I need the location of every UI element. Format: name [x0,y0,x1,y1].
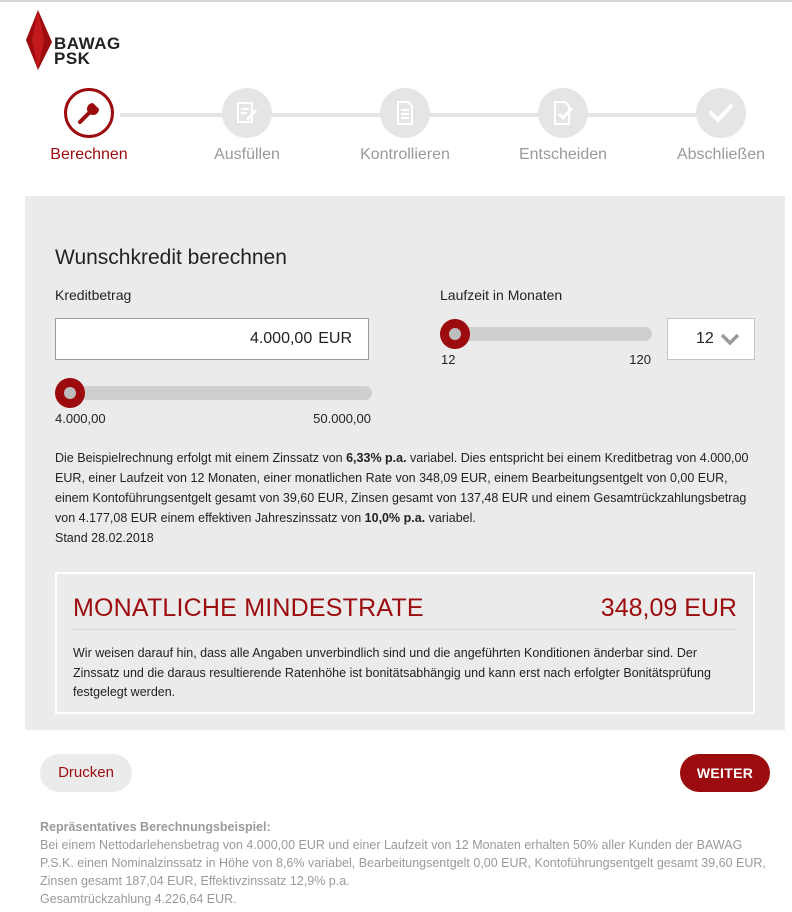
amount-input[interactable] [55,318,369,360]
term-select-value: 12 [696,330,714,347]
step-kontrollieren[interactable] [335,86,475,164]
step-ausfuellen[interactable] [177,86,317,164]
edit-document-icon [235,100,259,126]
amount-label: Kreditbetrag [55,287,132,303]
calculator-title: Wunschkredit berechnen [55,246,287,269]
document-list-icon [394,100,416,126]
bawag-psk-logo[interactable] [26,10,146,70]
step-label: Abschließen [676,146,766,163]
step-label: Entscheiden [518,146,608,163]
term-slider-min: 12 [441,352,456,367]
term-label: Laufzeit in Monaten [440,287,563,303]
amount-value: 4.000,00 [249,330,313,347]
amount-slider-track[interactable] [55,386,372,400]
top-border [0,0,792,2]
representative-example [40,818,770,908]
logo-mark-icon [26,10,56,70]
calculation-description: Die Beispielrechnung erfolgt mit einem Zinssatz von 6,33% p.a. variabel. Dies entspricht bei einem Kreditbetrag von 4.000,00 EUR, einer Laufzeit von 12 Monaten, einer monatlichen Rate von 348,09 EUR, einem Bearbeitungsentgelt von 0,00 EUR, einem Kontoführungsentgelt gesamt von 39,60 EUR, Zinsen gesamt von 137,48 EUR und einem Gesamtrückzahlungsbetrag von 4.177,08 EUR einem effektiven Jahreszinssatz von 10,0% p.a. variabel. Stand 28.02.2018 [55,451,749,545]
term-slider-max: 120 [629,352,651,367]
term-select[interactable] [667,318,755,360]
representative-text: Bei einem Nettodarlehensbetrag von 4.000,00 EUR und einer Laufzeit von 12 Monaten erhalten 50% aller Kunden der BAWAG P.S.K. einen Nominalzinssatz in Höhe von 8,6% variabel, Bearbeitungsentgelt 0,00 EUR, Kontoführungsentgelt gesamt 39,60 EUR, Zinsen gesamt 187,04 EUR, Effektivzinssatz 12,9% p.a. [40,838,766,888]
step-entscheiden[interactable] [493,86,633,164]
step-circle [380,88,430,138]
document-check-icon [551,100,575,126]
representative-total: Gesamtrückzahlung 4.226,64 EUR. [40,892,237,906]
checkmark-icon [708,102,734,124]
representative-title: Repräsentatives Berechnungsbeispiel: [40,820,271,834]
term-slider-thumb[interactable] [440,319,470,349]
step-circle [538,88,588,138]
amount-slider-min: 4.000,00 [55,411,106,426]
step-circle [696,88,746,138]
step-label: Berechnen [50,146,128,163]
next-button[interactable]: WEITER [680,754,770,792]
stand-date: Stand 28.02.2018 [55,531,154,545]
disclaimer-note: Wir weisen darauf hin, dass alle Angaben unverbindlich sind und die angeführten Konditionen änderbar sind. Der Zinssatz und die daraus resultierende Ratenhöhe ist bonitätsabhängig und kann erst nach erfolgter Bonitätsprüfung festgelegt werden. [73,646,711,699]
monthly-rate-box [55,572,755,714]
monthly-rate-value: 348,09 EUR [600,594,737,622]
actions-section [40,730,770,912]
divider [73,629,737,630]
step-circle [222,88,272,138]
step-berechnen[interactable] [19,86,159,164]
wrench-icon [76,100,102,126]
step-abschliessen[interactable] [651,86,791,164]
step-label: Kontrollieren [360,146,450,163]
monthly-rate-title: MONATLICHE MINDESTRATE [73,594,424,622]
term-slider-track[interactable] [440,327,652,341]
amount-slider-thumb[interactable] [55,378,85,408]
chevron-down-icon [720,332,740,346]
step-label: Ausfüllen [214,146,280,163]
step-circle [64,88,114,138]
logo-wordmark: BAWAG PSK [54,34,121,68]
amount-unit: EUR [318,330,352,347]
calculator-panel [25,196,785,730]
progress-stepper [0,86,792,176]
print-button[interactable]: Drucken [40,754,132,792]
amount-slider-max: 50.000,00 [313,411,371,426]
